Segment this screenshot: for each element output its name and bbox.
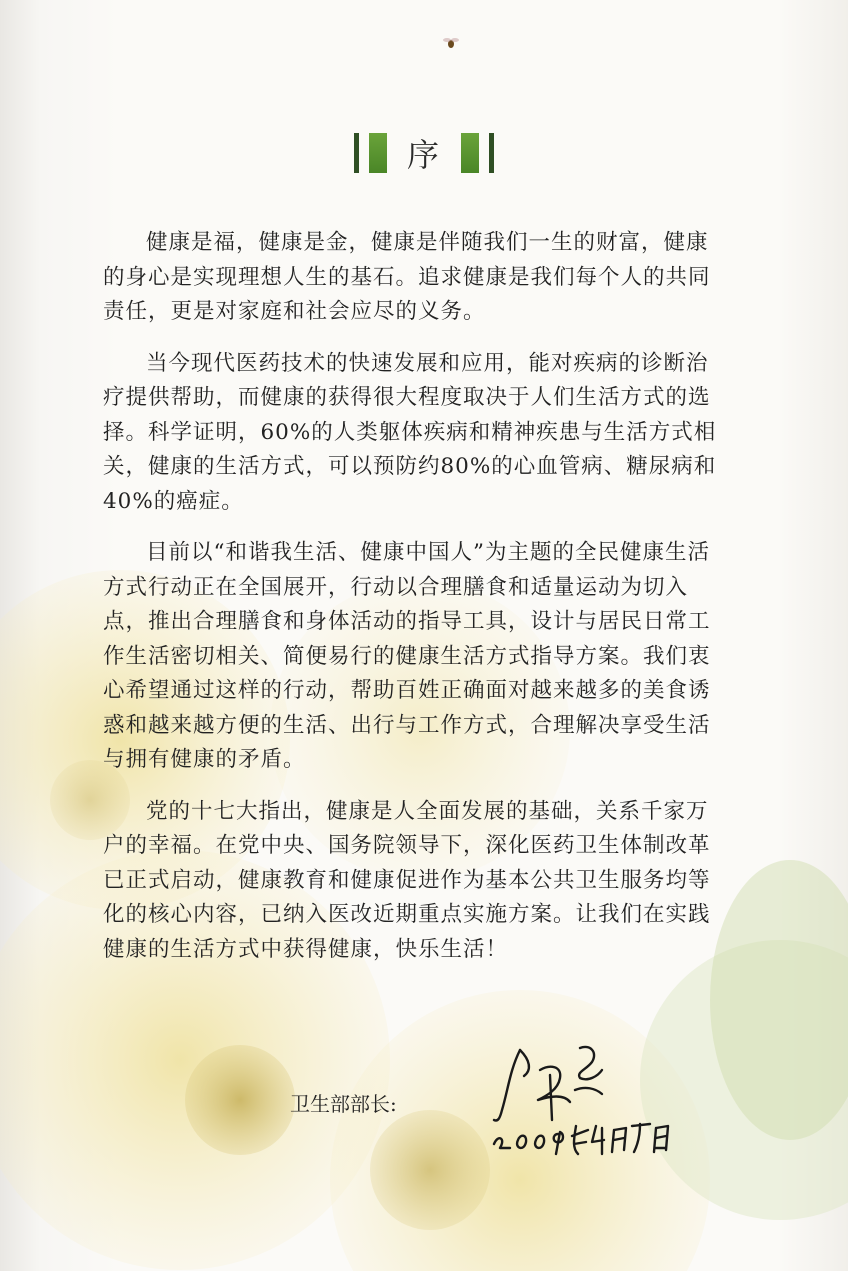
paragraph: 目前以“和谐我生活、健康中国人”为主题的全民健康生活方式行动正在全国展开，行动以合理膳食和适量运动为切入点，推出合理膳食和身体活动的指导工具，设计与居民日常工作生活密切相关、简便易行的健康生活方式指导方案。我们衷心希望通过这样的行动，帮助百姓正确面对越来越多的美食诱惑和越来越方便的生活、出行与工作方式，合理解决享受生活与拥有健康的矛盾。: [103, 540, 711, 772]
paragraph: 健康是福，健康是金，健康是伴随我们一生的财富，健康的身心是实现理想人生的基石。追求健康是我们每个人的共同责任，更是对家庭和社会应尽的义务。: [103, 230, 711, 324]
paragraph: 党的十七大指出，健康是人全面发展的基础，关系千家万户的幸福。在党中央、国务院领导下，深化医药卫生体制改革已正式启动，健康教育和健康促进作为基本公共卫生服务均等化的核心内容，已纳入医改近期重点实施方案。让我们在实践健康的生活方式中获得健康，快乐生活！: [103, 798, 711, 962]
decorative-bar: [489, 133, 494, 173]
preface-heading: [0, 128, 848, 178]
decorative-bar: [369, 133, 387, 173]
signatory-label: 卫生部部长:: [290, 1092, 397, 1116]
paragraph: 当今现代医药技术的快速发展和应用，能对疾病的诊断治疗提供帮助，而健康的获得很大程度取决于人们生活方式的选择。科学证明，60%的人类躯体疾病和精神疾患与生活方式相关，健康的生活方式，可以预防约80%的心血管病、糖尿病和40%的癌症。: [103, 350, 717, 514]
decorative-bar: [354, 133, 359, 173]
page-title: 序: [406, 136, 441, 174]
preface-body: [103, 226, 728, 967]
insect-mark-icon: [442, 36, 460, 50]
decorative-bar: [461, 133, 479, 173]
handwritten-signature: [480, 1030, 700, 1160]
